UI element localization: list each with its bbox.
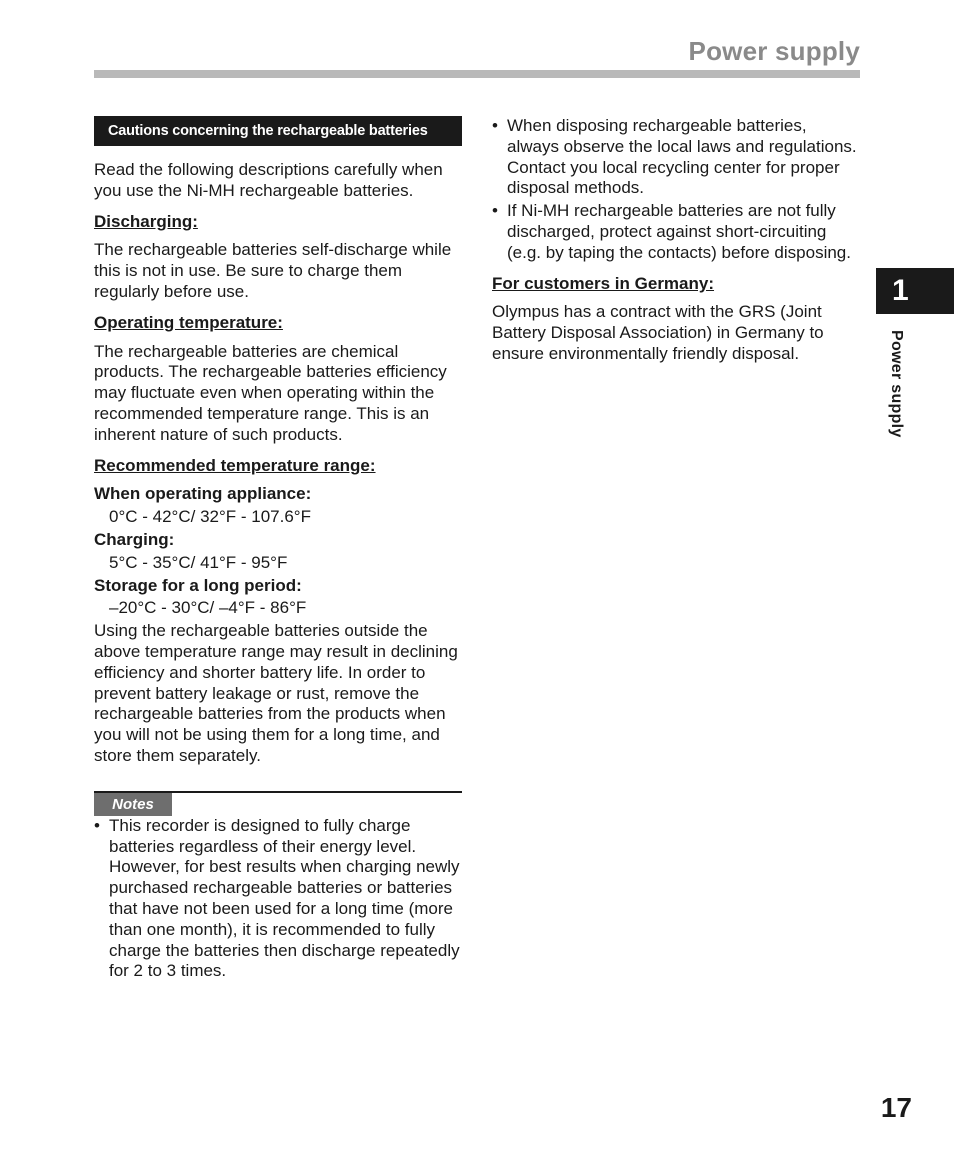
page-header-title: Power supply bbox=[688, 36, 860, 66]
range-label-operating: When operating appliance: bbox=[94, 484, 312, 504]
disposal-item bbox=[492, 116, 862, 199]
page-number: 17 bbox=[880, 1092, 912, 1123]
bullet-icon: • bbox=[492, 201, 498, 221]
bullet-icon: • bbox=[94, 815, 100, 835]
range-value-storage: –20°C - 30°C/ –4°F - 86°F bbox=[109, 598, 307, 618]
range-value-charging: 5°C - 35°C/ 41°F - 95°F bbox=[109, 552, 288, 572]
range-value-operating: 0°C - 42°C/ 32°F - 107.6°F bbox=[109, 507, 311, 527]
discharging-heading: Discharging: bbox=[94, 211, 198, 231]
chapter-tab: 1 bbox=[876, 268, 954, 314]
range-label-charging: Charging: bbox=[94, 529, 175, 549]
germany-body: Olympus has a contract with the GRS (Joint Battery Disposal Association) in Germany to ensure environmentally friendly disposal. bbox=[492, 302, 824, 363]
notes-item bbox=[94, 816, 462, 982]
notes-section bbox=[94, 791, 462, 982]
right-column bbox=[492, 116, 862, 365]
chapter-side-label-text: Power supply bbox=[888, 330, 905, 438]
notes-list bbox=[94, 816, 462, 982]
operating-temperature-heading: Operating temperature: bbox=[94, 312, 283, 332]
notes-label: Notes bbox=[94, 793, 172, 816]
disposal-item bbox=[492, 201, 862, 263]
header-rule bbox=[94, 70, 860, 78]
range-label-storage: Storage for a long period: bbox=[94, 575, 302, 595]
recommended-range-body: Using the rechargeable batteries outside the above temperature range may result in declining efficiency and shorter battery life. In order to prevent battery leakage or rust, remove the rechargeable batteries from the products when you will not be using them for a long time, and store them separately. bbox=[94, 621, 458, 765]
left-column bbox=[94, 116, 462, 982]
disposal-item-text: When disposing rechargeable batteries, always observe the local laws and regulations. Contact you local recycling center for proper disposal methods. bbox=[507, 116, 857, 198]
recommended-range-heading: Recommended temperature range: bbox=[94, 455, 376, 475]
disposal-item-text: If Ni-MH rechargeable batteries are not fully discharged, protect against short-circuiting (e.g. by taping the contacts) before disposing. bbox=[507, 201, 851, 262]
operating-temperature-body: The rechargeable batteries are chemical products. The rechargeable batteries efficiency may fluctuate even when operating within the recommended temperature range. This is an inherent nature of such products. bbox=[94, 341, 447, 444]
intro-paragraph: Read the following descriptions carefully when you use the Ni-MH rechargeable batteries. bbox=[94, 160, 443, 200]
bullet-icon: • bbox=[492, 116, 498, 135]
section-banner: Cautions concerning the rechargeable batteries bbox=[94, 116, 462, 146]
chapter-side-label bbox=[887, 330, 911, 440]
germany-heading: For customers in Germany: bbox=[492, 273, 715, 293]
discharging-body: The rechargeable batteries self-discharge while this is not in use. Be sure to charge them regularly before use. bbox=[94, 240, 452, 301]
notes-item-text: This recorder is designed to fully charge batteries regardless of their energy level. However, for best results when charging newly purchased rechargeable batteries or batteries that have not been used for a long time (more than one month), it is recommended to fully charge the batteries then discharge repeatedly for 2 to 3 times. bbox=[109, 815, 460, 981]
disposal-list bbox=[492, 116, 862, 264]
